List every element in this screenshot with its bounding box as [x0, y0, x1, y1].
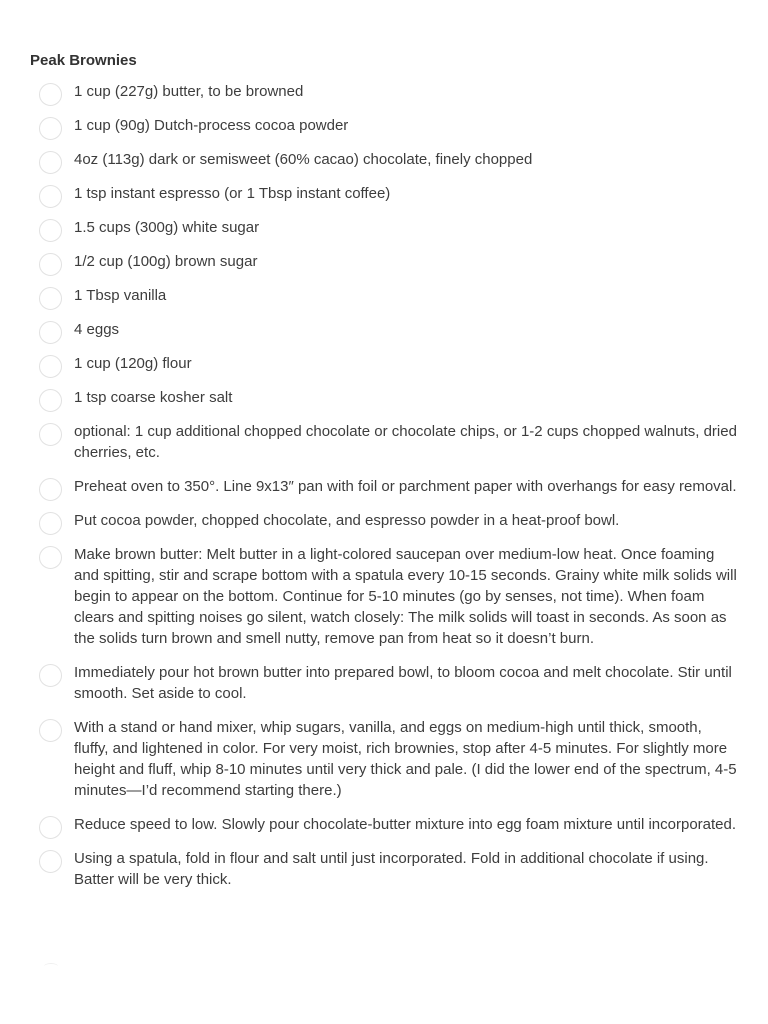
checklist-item-12[interactable] [0, 476, 768, 497]
checklist-item-text[interactable]: Preheat oven to 350°. Line 9x13″ pan with foil or parchment paper with overhangs for easy removal. [74, 478, 737, 495]
checklist-item-text[interactable]: optional: 1 cup additional chopped chocolate or chocolate chips, or 1-2 cups chopped walnuts, dried cherries, etc. [74, 423, 737, 461]
checklist-item-text[interactable]: Using a spatula, fold in flour and salt until just incorporated. Fold in additional chocolate if using. Batter will be very thick. [74, 850, 709, 888]
checkbox-circle[interactable] [39, 816, 62, 839]
checklist-item-text[interactable]: 1 Tbsp vanilla [74, 287, 167, 304]
checkbox-circle[interactable] [39, 253, 62, 276]
checklist-item-14[interactable] [0, 544, 768, 649]
checkbox-circle[interactable] [39, 664, 62, 687]
checklist-item-text[interactable]: Make brown butter: Melt butter in a light-colored saucepan over medium-low heat. Once foaming and spitting, stir and scrape bottom with a spatula every 10-15 seconds. Grainy white milk solids will begin to appear on the bottom. Continue for 5-10 minutes (go by senses, not time). When foam clears and spitting noises go silent, watch closely: The milk solids will toast in seconds. As soon as the solids turn brown and smell nutty, remove pan from heat so it doesn’t burn. [74, 546, 737, 647]
checklist-item-text[interactable]: 1 tsp instant espresso (or 1 Tbsp instant coffee) [74, 185, 391, 202]
checklist-item-1[interactable] [0, 81, 768, 102]
checkbox-circle[interactable] [39, 219, 62, 242]
checklist-item-4[interactable] [0, 183, 768, 204]
checklist-item-16[interactable] [0, 717, 768, 801]
checklist-item-2[interactable] [0, 115, 768, 136]
checkbox-circle[interactable] [39, 719, 62, 742]
note-title[interactable]: Peak Brownies [30, 52, 137, 69]
checkbox-circle[interactable] [39, 287, 62, 310]
checkbox-circle[interactable] [39, 423, 62, 446]
checkbox-circle[interactable] [39, 389, 62, 412]
checklist-item-text[interactable]: 1 tsp coarse kosher salt [74, 389, 233, 406]
checkbox-circle[interactable] [39, 185, 62, 208]
checkbox-circle[interactable] [39, 151, 62, 174]
checklist-item-text[interactable]: 1/2 cup (100g) brown sugar [74, 253, 258, 270]
checklist-item-text[interactable]: 1 cup (90g) Dutch-process cocoa powder [74, 117, 349, 134]
checklist-item-11[interactable] [0, 421, 768, 463]
checklist-item-9[interactable] [0, 353, 768, 374]
checkbox-circle[interactable] [39, 117, 62, 140]
checkbox-circle[interactable] [39, 546, 62, 569]
checklist-item-text[interactable]: 1.5 cups (300g) white sugar [74, 219, 260, 236]
checkbox-circle[interactable] [39, 850, 62, 873]
checklist-item-13[interactable] [0, 510, 768, 531]
checkbox-circle[interactable] [39, 83, 62, 106]
checklist-item-text[interactable]: Put cocoa powder, chopped chocolate, and espresso powder in a heat-proof bowl. [74, 512, 620, 529]
checkbox-circle[interactable] [39, 512, 62, 535]
checklist-item-text[interactable]: 1 cup (120g) flour [74, 355, 192, 372]
checklist [0, 81, 768, 903]
checklist-item-7[interactable] [0, 285, 768, 306]
checklist-item-15[interactable] [0, 662, 768, 704]
checklist-item-10[interactable] [0, 387, 768, 408]
checklist-item-18[interactable] [0, 848, 768, 890]
checklist-item-text[interactable]: 4oz (113g) dark or semisweet (60% cacao) chocolate, finely chopped [74, 151, 533, 168]
checklist-item-17[interactable] [0, 814, 768, 835]
checklist-item-text[interactable]: With a stand or hand mixer, whip sugars, vanilla, and eggs on medium-high until thick, smooth, fluffy, and lightened in color. For very moist, rich brownies, stop after 4-5 minutes. For slightly more height and fluff, whip 8-10 minutes until very thick and pale. (I did the lower end of the spectrum, 4-5 minutes—I’d recommend starting there.) [74, 719, 737, 799]
checkbox-circle[interactable] [39, 355, 62, 378]
checklist-item-5[interactable] [0, 217, 768, 238]
partial-checkbox [44, 963, 58, 970]
checkbox-circle[interactable] [39, 478, 62, 501]
checklist-item-text[interactable]: 4 eggs [74, 321, 120, 338]
checkbox-circle[interactable] [39, 321, 62, 344]
checklist-item-8[interactable] [0, 319, 768, 340]
checklist-item-text[interactable]: 1 cup (227g) butter, to be browned [74, 83, 304, 100]
checklist-item-3[interactable] [0, 149, 768, 170]
checklist-item-6[interactable] [0, 251, 768, 272]
checklist-item-text[interactable]: Immediately pour hot brown butter into prepared bowl, to bloom cocoa and melt chocolate. Stir until smooth. Set aside to cool. [74, 664, 732, 702]
checklist-item-text[interactable]: Reduce speed to low. Slowly pour chocolate-butter mixture into egg foam mixture until incorporated. [74, 816, 737, 833]
